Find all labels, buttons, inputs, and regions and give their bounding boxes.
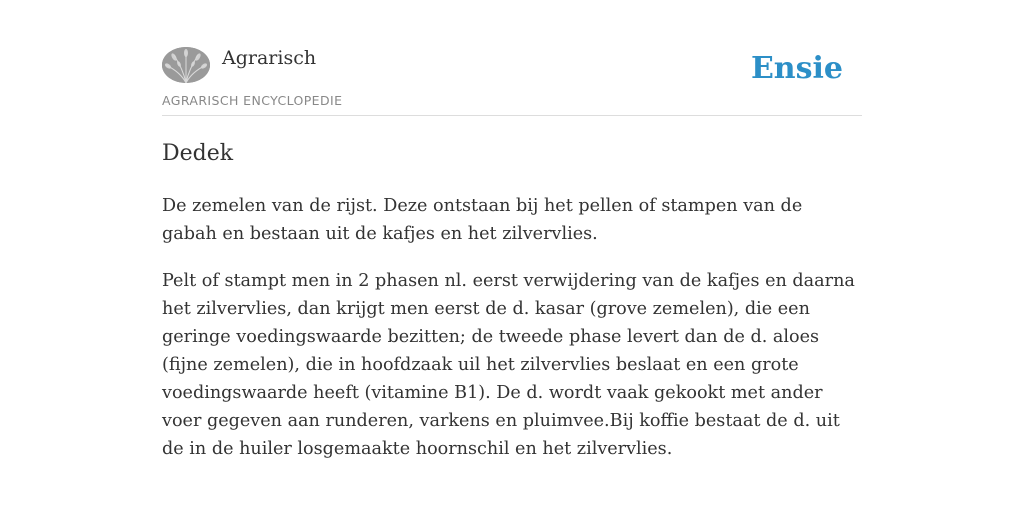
brand-logo[interactable]: Ensie bbox=[750, 51, 843, 86]
page-title: Dedek bbox=[162, 141, 234, 166]
article-page bbox=[162, 0, 862, 512]
paragraph: Pelt of stampt men in 2 phasen nl. eerst verwijdering van de kafjes en daarna het zilvervlies, dan krijgt men eerst de d. kasar (grove zemelen), die een geringe voedingswaarde bezitten; de tweede phase levert dan de d. aloes (fijne zemelen), die in hoofdzaak uil het zilvervlies beslaat en een grote voedingswaarde heeft (vitamine B1). De d. wordt vaak gekookt met ander voer gegeven aan runderen, varkens en pluimvee.Bij koffie bestaat de d. uit de in de huiler losgemaakte hoornschil en het zilvervlies. bbox=[162, 271, 855, 459]
wheat-icon[interactable] bbox=[162, 47, 210, 83]
header bbox=[162, 0, 862, 116]
paragraph: De zemelen van de rijst. Deze ontstaan bij het pellen of stampen van de gabah en bestaan uit de kafjes en het zilvervlies. bbox=[162, 196, 803, 244]
source-name[interactable]: Agrarisch bbox=[222, 47, 317, 69]
article-body bbox=[162, 192, 862, 482]
source-subtitle[interactable]: AGRARISCH ENCYCLOPEDIE bbox=[162, 93, 343, 108]
